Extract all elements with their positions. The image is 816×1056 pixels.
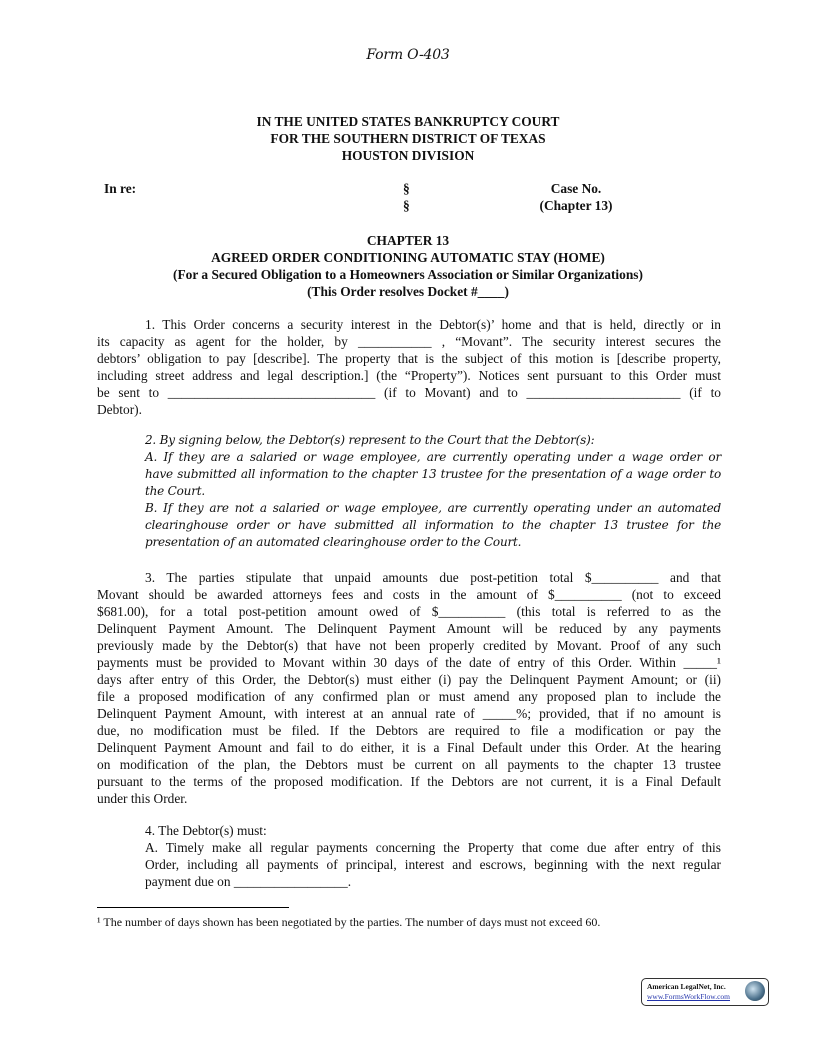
text-line: payments must be provided to Movant within 30 days of the date of entry of this Order. Within _____¹ xyxy=(97,655,721,670)
section-symbol: § xyxy=(403,198,410,213)
form-id: Form O-403 xyxy=(366,47,450,63)
logo-name: American LegalNet, Inc. xyxy=(647,982,726,991)
text-line: 1. This Order concerns a security interest in the Debtor(s)’ home and that is held, directly or in xyxy=(145,317,721,332)
court-heading xyxy=(0,113,816,164)
section-symbol: § xyxy=(403,181,410,196)
in-re-label: In re: xyxy=(104,181,137,196)
paragraph-3 xyxy=(97,569,721,807)
text-line: have submitted all information to the chapter 13 trustee for the presentation of a wage order to xyxy=(145,467,721,481)
text-line: Debtor). xyxy=(97,402,142,417)
paragraph-1 xyxy=(97,316,721,418)
text-line: Delinquent Payment Amount, with interest at an annual rate of _____%; provided, that if no amount is xyxy=(97,706,721,721)
footnote-divider xyxy=(97,907,289,908)
text-line: its capacity as agent for the holder, by ___________ , “Movant”. The security interest secures the xyxy=(97,334,721,349)
text-line: A. If they are a salaried or wage employee, are currently operating under a wage order or xyxy=(145,450,721,464)
paragraph-4 xyxy=(145,822,721,890)
text-line: pursuant to the terms of the proposed modification. If the Debtors are not current, it is a Final Default xyxy=(97,774,721,789)
paragraph-2 xyxy=(145,432,721,551)
chapter-label: (Chapter 13) xyxy=(539,198,613,213)
court-line: IN THE UNITED STATES BANKRUPTCY COURT xyxy=(256,114,560,129)
text-line: days after entry of this Order, the Debtor(s) must either (i) pay the Delinquent Payment Amount; or (ii) xyxy=(97,672,721,687)
order-title xyxy=(0,232,816,300)
court-line: FOR THE SOUTHERN DISTRICT OF TEXAS xyxy=(270,131,546,146)
title-line: (This Order resolves Docket #____) xyxy=(307,284,509,299)
text-line: on modification of the plan, the Debtors must be current on all payments to the chapter 13 trustee xyxy=(97,757,721,772)
title-line: AGREED ORDER CONDITIONING AUTOMATIC STAY (HOME) xyxy=(211,250,605,265)
text-line: 3. The parties stipulate that unpaid amounts due post-petition total $__________ and that xyxy=(145,570,721,585)
text-line: previously made by the Debtor(s) that have not been properly credited by Movant. Proof of any such xyxy=(97,638,721,653)
text-line: Delinquent Payment Amount and fail to do either, it is a Final Default under this Order. At the hearing xyxy=(97,740,721,755)
text-line: Movant should be awarded attorneys fees and costs in the amount of $__________ (not to exceed xyxy=(97,587,721,602)
text-line: including street address and legal description.] (the “Property”). Notices sent pursuant to this Order must xyxy=(97,368,721,383)
text-line: 2. By signing below, the Debtor(s) represent to the Court that the Debtor(s): xyxy=(145,433,595,447)
text-line: presentation of an automated clearinghouse order to the Court. xyxy=(145,535,522,549)
text-line: file a proposed modification of any confirmed plan or must amend any proposed plan to include the xyxy=(97,689,721,704)
text-line: Delinquent Payment Amount. The Delinquent Payment Amount will be reduced by any payments xyxy=(97,621,721,636)
title-line: CHAPTER 13 xyxy=(366,233,450,248)
court-line: HOUSTON DIVISION xyxy=(341,148,475,163)
footnote: ¹ The number of days shown has been negotiated by the parties. The number of days must not exceed 60. xyxy=(97,915,601,929)
text-line: debtors’ obligation to pay [describe]. The property that is the subject of this motion is [describe property, xyxy=(97,351,721,366)
text-line: clearinghouse order or have submitted all information to the chapter 13 trustee for the xyxy=(145,518,721,532)
text-line: payment due on _________________. xyxy=(145,874,352,889)
title-line: (For a Secured Obligation to a Homeowners Association or Similar Organizations) xyxy=(173,267,643,282)
text-line: be sent to _______________________________ (if to Movant) and to _______________________ (if to xyxy=(97,385,721,400)
text-line: under this Order. xyxy=(97,791,188,806)
text-line: B. If they are not a salaried or wage employee, are currently operating under an automated xyxy=(145,501,721,515)
text-line: the Court. xyxy=(145,484,205,498)
case-no-label: Case No. xyxy=(550,181,602,196)
text-line: 4. The Debtor(s) must: xyxy=(145,823,267,838)
american-legalnet-logo[interactable] xyxy=(641,978,769,1006)
text-line: A. Timely make all regular payments concerning the Property that come due after entry of this xyxy=(145,840,721,855)
globe-icon xyxy=(745,981,765,1001)
text-line: $681.00), for a total post-petition amount owed of $__________ (this total is referred to as the xyxy=(97,604,721,619)
text-line: Order, including all payments of principal, interest and escrows, beginning with the next regular xyxy=(145,857,721,872)
logo-url[interactable]: www.FormsWorkFlow.com xyxy=(647,992,731,1001)
text-line: due, no modification must be filed. If the Debtors are required to file a modification or pay the xyxy=(97,723,721,738)
